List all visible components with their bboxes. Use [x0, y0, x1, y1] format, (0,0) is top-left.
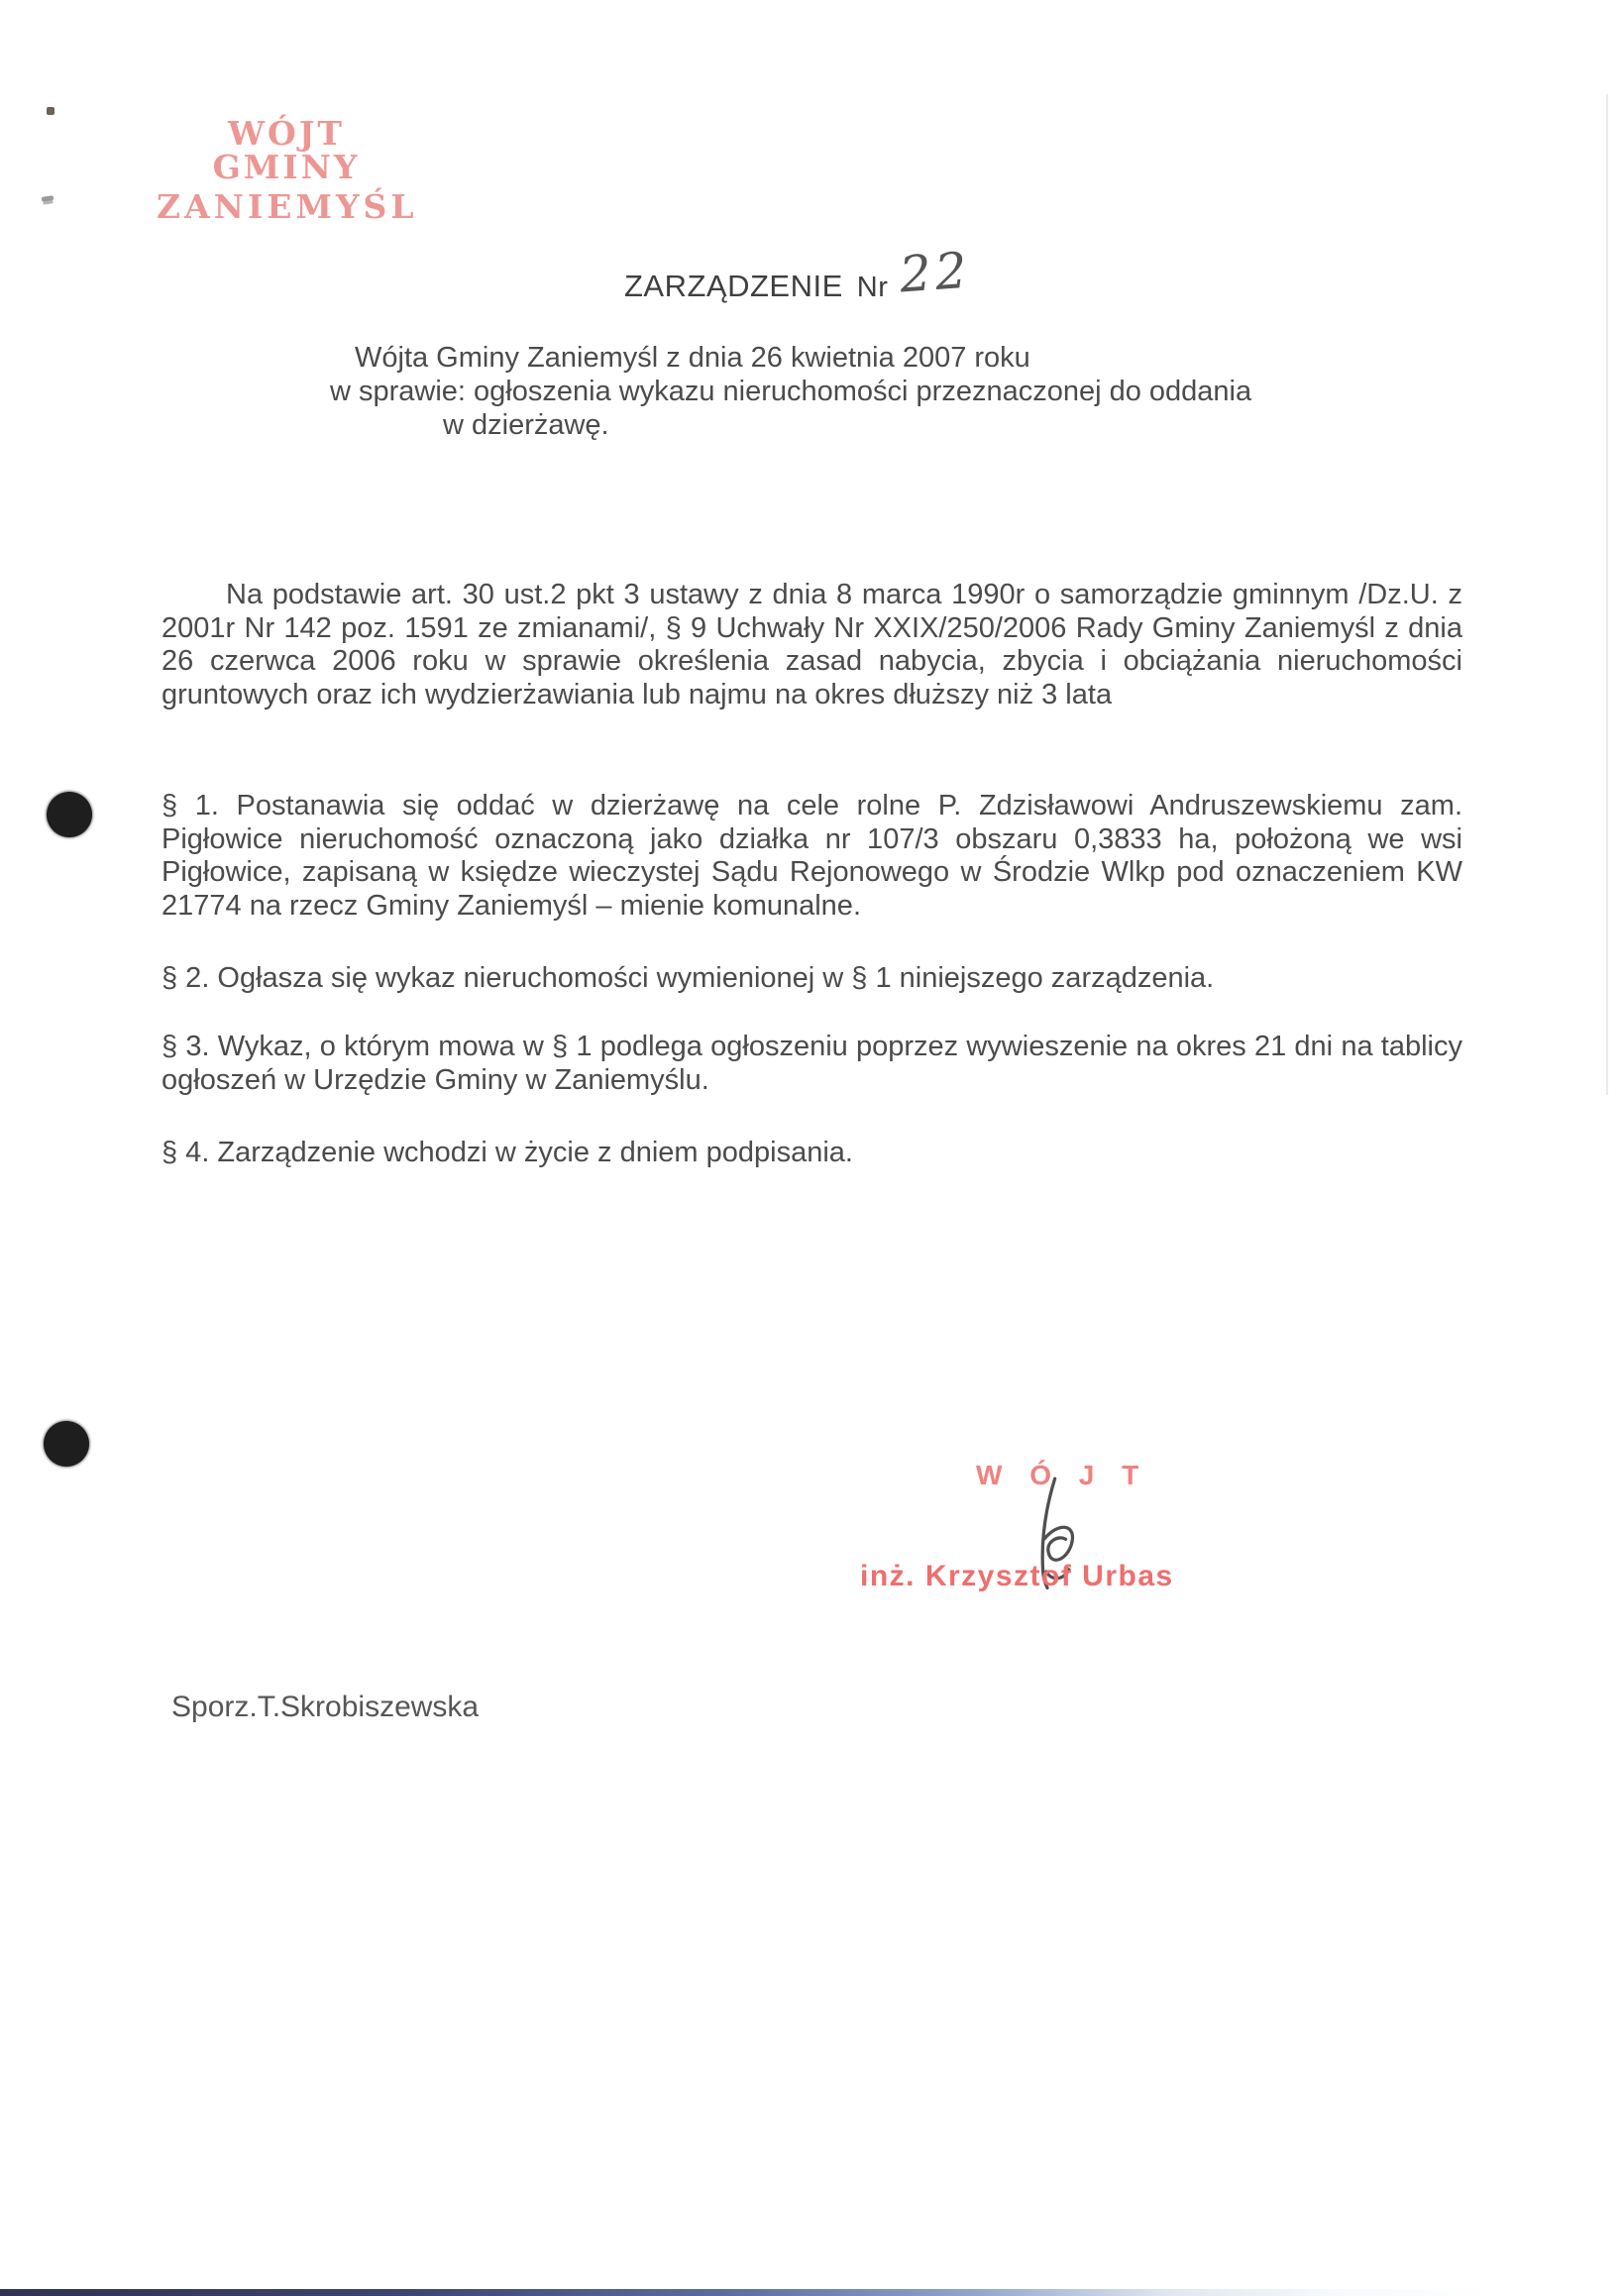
paragraph-3: § 3. Wykaz, o którym mowa w § 1 podlega ogłoszeniu poprzez wywieszenie na okres 21 dni na tablicy ogłoszeń w Urzędzie Gminy w Zaniemyślu. [162, 1031, 1462, 1096]
signature-role-stamp: W Ó J T [976, 1460, 1149, 1490]
scan-edge-line [1606, 94, 1608, 1095]
paragraph-1: § 1. Postanawia się oddać w dzierżawę na cele rolne P. Zdzisławowi Andruszewskiemu zam. Pigłowice nieruchomość oznaczoną jako działka nr 107/3 obszaru 0,3833 ha, położoną we wsi Pigłowice, zapisaną w księdze wieczystej Sądu Rejonowego w Środzie Wlkp pod oznaczeniem KW 21774 na rzecz Gminy Zaniemyśl – mienie komunalne. [162, 790, 1462, 922]
authority-stamp-line2: ZANIEMYŚL [157, 187, 418, 226]
document-title-nr-label: Nr [856, 272, 889, 303]
paragraph-2: § 2. Ogłasza się wykaz nieruchomości wymienionej w § 1 niniejszego zarządzenia. [162, 962, 1215, 994]
hole-punch-mark-top [47, 792, 92, 837]
document-title [624, 269, 888, 304]
legal-basis-paragraph: Na podstawie art. 30 ust.2 pkt 3 ustawy z dnia 8 marca 1990r o samorządzie gminnym /Dz.U. z 2001r Nr 142 poz. 1591 ze zmianami/, § 9 Uchwały Nr XXIX/250/2006 Rady Gminy Zaniemyśl z dnia 26 czerwca 2006 roku w sprawie określenia zasad nabycia, zbycia i obciążania nieruchomości gruntowych oraz ich wydzierżawiania lub najmu na okres dłuższy niż 3 lata [162, 579, 1462, 711]
subtitle-subject-cont: w dzierżawę. [443, 409, 609, 441]
authority-stamp-line1: WÓJT GMINY [212, 114, 361, 186]
signature-name-stamp: inż. Krzysztof Urbas [860, 1560, 1174, 1592]
paragraph-4: § 4. Zarządzenie wchodzi w życie z dniem podpisania. [162, 1137, 853, 1168]
scan-speck [42, 195, 54, 202]
document-title-word: ZARZĄDZENIE [624, 269, 843, 303]
hole-punch-mark-bottom [44, 1421, 89, 1467]
prepared-by-note: Sporz.T.Skrobiszewska [171, 1691, 480, 1723]
subtitle-subject: w sprawie: ogłoszenia wykazu nieruchomości przeznaczonej do oddania [330, 376, 1252, 407]
subtitle-issuer-date: Wójta Gminy Zaniemyśl z dnia 26 kwietnia 2007 roku [355, 342, 1030, 374]
authority-stamp [157, 114, 418, 230]
scanner-edge-artifact [0, 2289, 1621, 2296]
scan-speck [47, 107, 54, 115]
ordinance-number-handwritten: 22 [898, 241, 973, 304]
